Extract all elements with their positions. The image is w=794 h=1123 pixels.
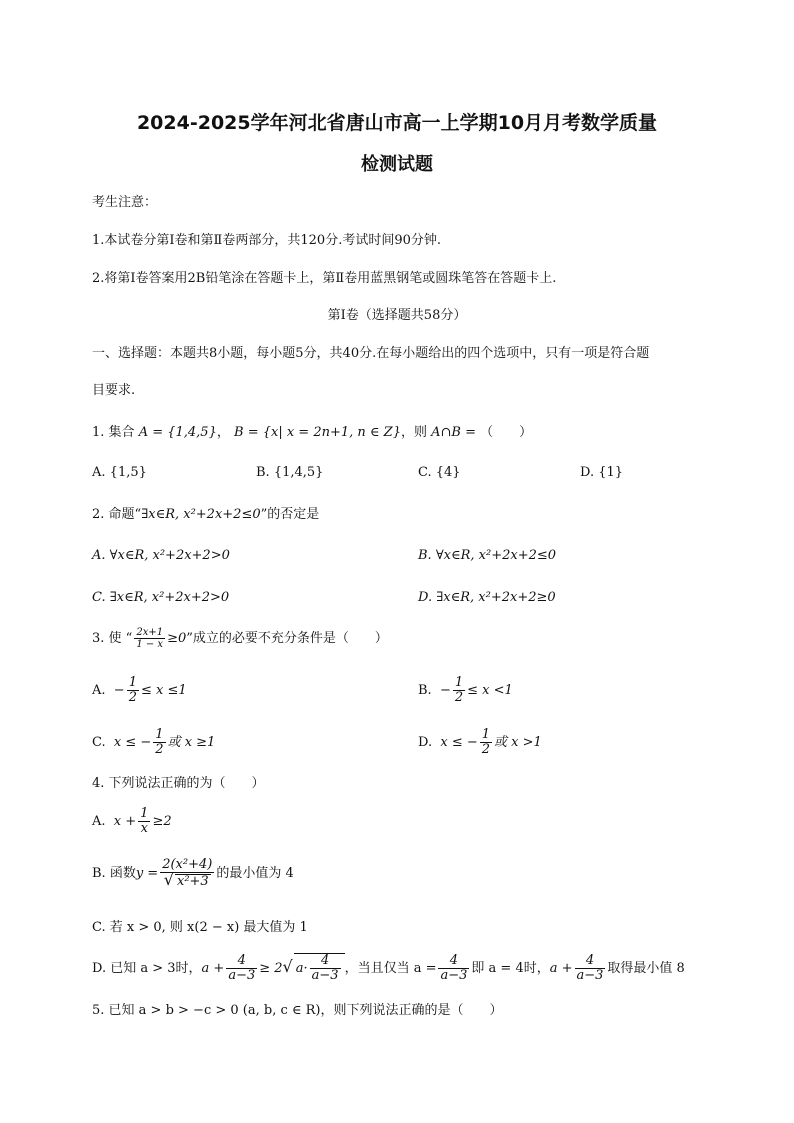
q1-option-b: B. {1,4,5} [256,465,324,480]
q4-option-c: C. 若 x > 0, 则 x(2 − x) 最大值为 1 [92,920,308,935]
q1-sep: ， [216,425,230,440]
q1-option-a-value: {1,5} [109,465,147,480]
q2-option-a: A. ∀x∈R, x²+2x+2>0 [92,548,230,563]
question-5-stem: 5. 已知 a > b > −c > 0 (a, b, c ∈ R)，则下列说法正确的是（ ） [92,1003,503,1018]
q1-option-c: C. {4} [418,465,461,480]
q2-option-d: D. ∃x∈R, x²+2x+2≥0 [418,590,556,605]
notice-item-1: 1.本试卷分第Ⅰ卷和第Ⅱ卷两部分，共120分.考试时间90分钟. [92,233,441,248]
question-1-stem [92,425,532,441]
q4-option-a: A. x + $\frac{1}{x}$ ≥2 [92,806,172,836]
section1-instructions-line2: 目要求. [92,383,136,398]
q1-option-b-value: {1,4,5} [273,465,324,480]
notice-item-2: 2.将第Ⅰ卷答案用2B铅笔涂在答题卡上，第Ⅱ卷用蓝黑钢笔或圆珠笔答在答题卡上. [92,271,557,286]
q1-expression: A∩B = [431,425,476,440]
q4-option-d: D. 已知 a > 3时，a + $\frac{4}{a-3}$ ≥ 2√ a· $\frac{4}{a-3}$ ，当且仅当 a = $\frac{4}{a-3}$ 即 a = 4时，a + $\frac{4}{a-3}$ 取得最小值 8 [92,953,685,983]
q3-option-b: B. − $\frac{1}{2}$ ≤ x <1 [418,675,513,705]
q1-option-d: D. {1} [580,465,624,480]
q2-proposition: ∃x∈R, x²+2x+2≤0 [141,507,261,522]
q1-option-d-value: {1} [598,465,624,480]
notice-heading: 考生注意： [92,195,158,210]
q1-option-c-value: {4} [435,465,461,480]
q2-option-b: B. ∀x∈R, x²+2x+2≤0 [418,548,557,563]
q3-option-a: A. − $\frac{1}{2}$ ≤ x ≤1 [92,675,187,705]
q3-fraction: $\frac{2x+1}{1 - x}$ [136,627,164,650]
exam-title: 2024-2025学年河北省唐山市高一上学期10月月考数学质量 [136,112,658,134]
exam-subtitle: 检测试题 [361,154,433,175]
q4-option-b: B. 函数y = $\frac{\text{2(x²+4)}}{\text{√ x²+3}}$ 的最小值为 4 [92,857,294,889]
q1-answer-paren: （ ） [480,425,533,440]
q2-option-c: C. ∃x∈R, x²+2x+2>0 [92,590,230,605]
q1-ask: ，则 [400,425,427,440]
q1-number: 1. 集合 [92,425,135,440]
q3-option-d: D. x ≤ − $\frac{1}{2}$ 或 x >1 [418,727,542,757]
q3-option-c: C. x ≤ − $\frac{1}{2}$ 或 x ≥1 [92,727,216,757]
q1-option-a: A. {1,5} [92,465,147,480]
question-2-stem: 2. 命题“∃x∈R, x²+2x+2≤0”的否定是 [92,507,320,522]
question-4-stem: 4. 下列说法正确的为（ ） [92,776,265,791]
q1-set-b: B = {x| x = 2n+1, n ∈ Z} [234,425,401,440]
q1-set-a: A = {1,4,5} [138,425,217,440]
section1-instructions-line1: 一、选择题：本题共8小题，每小题5分，共40分.在每小题给出的四个选项中，只有一项是符合题 [92,346,650,361]
question-3-stem: 3. 使 “ $\frac{2x+1}{1 - x}$ ≥0”成立的必要不充分条件是（ ） [92,627,388,650]
part1-heading: 第Ⅰ卷（选择题共58分） [327,308,467,323]
